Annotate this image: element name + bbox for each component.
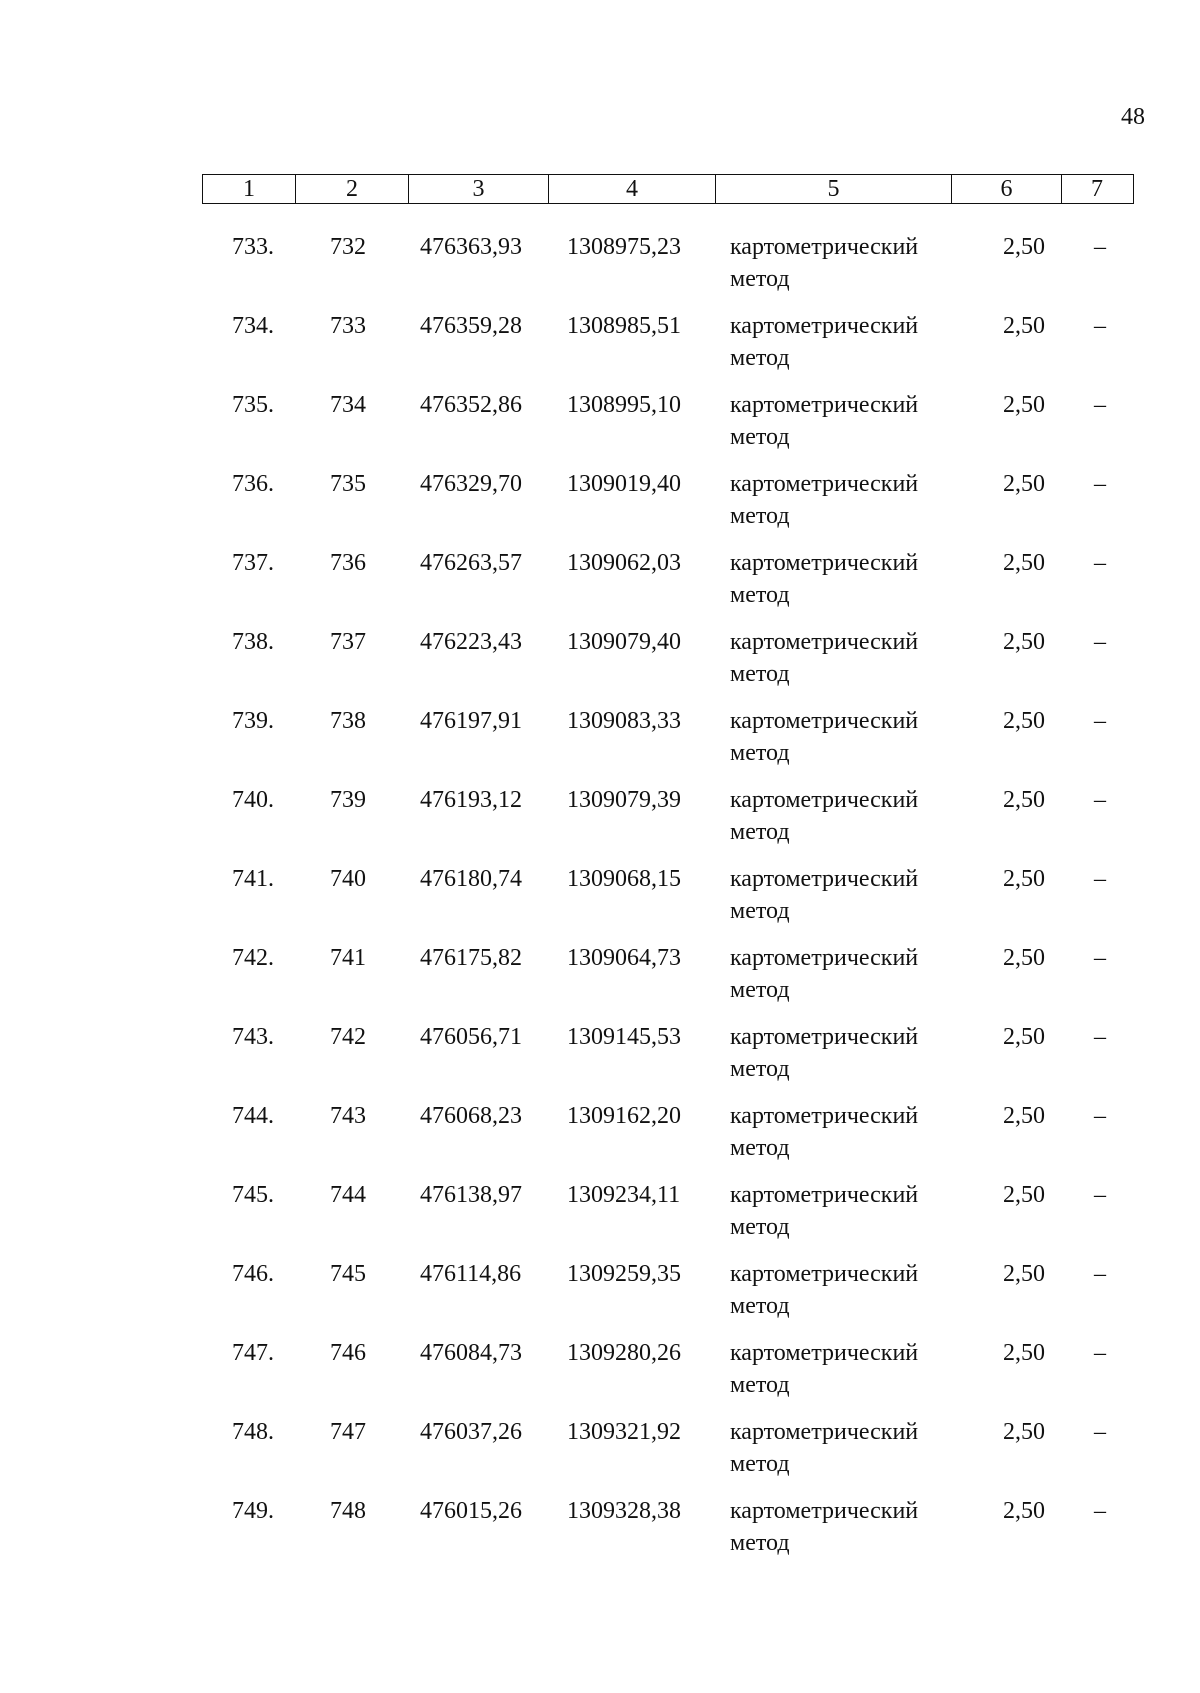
table-row bbox=[0, 1094, 1200, 1173]
table-row bbox=[0, 1252, 1200, 1331]
note-cell: – bbox=[1094, 234, 1106, 260]
accuracy-cell: 2,50 bbox=[1003, 1419, 1045, 1445]
x-coordinate-cell: 476015,26 bbox=[420, 1498, 522, 1524]
point-number-cell: 738. bbox=[232, 629, 274, 655]
previous-point-cell: 736 bbox=[330, 550, 366, 576]
method-cell: картометрический метод bbox=[730, 392, 919, 450]
y-coordinate-cell: 1309162,20 bbox=[567, 1103, 681, 1129]
previous-point-cell: 748 bbox=[330, 1498, 366, 1524]
accuracy-cell: 2,50 bbox=[1003, 1182, 1045, 1208]
x-coordinate-cell: 476263,57 bbox=[420, 550, 522, 576]
previous-point-cell: 742 bbox=[330, 1024, 366, 1050]
method-cell: картометрический метод bbox=[730, 1103, 919, 1161]
previous-point-cell: 741 bbox=[330, 945, 366, 971]
note-cell: – bbox=[1094, 550, 1106, 576]
x-coordinate-cell: 476114,86 bbox=[420, 1261, 522, 1287]
previous-point-cell: 738 bbox=[330, 708, 366, 734]
y-coordinate-cell: 1309321,92 bbox=[567, 1419, 681, 1445]
method-cell: картометрический метод bbox=[730, 629, 919, 687]
method-cell: картометрический метод bbox=[730, 234, 919, 292]
x-coordinate-cell: 476352,86 bbox=[420, 392, 522, 418]
x-coordinate-cell: 476175,82 bbox=[420, 945, 522, 971]
y-coordinate-cell: 1309068,15 bbox=[567, 866, 681, 892]
header-cell-7: 7 bbox=[1091, 176, 1103, 202]
accuracy-cell: 2,50 bbox=[1003, 1103, 1045, 1129]
note-cell: – bbox=[1094, 1024, 1106, 1050]
y-coordinate-cell: 1308995,10 bbox=[567, 392, 681, 418]
point-number-cell: 745. bbox=[232, 1182, 274, 1208]
table-row bbox=[0, 936, 1200, 1015]
accuracy-cell: 2,50 bbox=[1003, 471, 1045, 497]
previous-point-cell: 732 bbox=[330, 234, 366, 260]
x-coordinate-cell: 476193,12 bbox=[420, 787, 522, 813]
table-row bbox=[0, 541, 1200, 620]
y-coordinate-cell: 1309083,33 bbox=[567, 708, 681, 734]
y-coordinate-cell: 1309062,03 bbox=[567, 550, 681, 576]
point-number-cell: 749. bbox=[232, 1498, 274, 1524]
accuracy-cell: 2,50 bbox=[1003, 629, 1045, 655]
table-row bbox=[0, 1331, 1200, 1410]
accuracy-cell: 2,50 bbox=[1003, 708, 1045, 734]
table-row bbox=[0, 1489, 1200, 1568]
table-row bbox=[0, 857, 1200, 936]
method-cell: картометрический метод bbox=[730, 945, 919, 1003]
point-number-cell: 748. bbox=[232, 1419, 274, 1445]
y-coordinate-cell: 1309328,38 bbox=[567, 1498, 681, 1524]
note-cell: – bbox=[1094, 787, 1106, 813]
y-coordinate-cell: 1309234,11 bbox=[567, 1182, 681, 1208]
note-cell: – bbox=[1094, 1340, 1106, 1366]
previous-point-cell: 737 bbox=[330, 629, 366, 655]
method-cell: картометрический метод bbox=[730, 1498, 919, 1556]
x-coordinate-cell: 476180,74 bbox=[420, 866, 522, 892]
method-cell: картометрический метод bbox=[730, 1419, 919, 1477]
point-number-cell: 743. bbox=[232, 1024, 274, 1050]
table-row bbox=[0, 699, 1200, 778]
accuracy-cell: 2,50 bbox=[1003, 1340, 1045, 1366]
table-body bbox=[0, 225, 1200, 1568]
x-coordinate-cell: 476329,70 bbox=[420, 471, 522, 497]
point-number-cell: 739. bbox=[232, 708, 274, 734]
x-coordinate-cell: 476363,93 bbox=[420, 234, 522, 260]
y-coordinate-cell: 1309145,53 bbox=[567, 1024, 681, 1050]
table-row bbox=[0, 462, 1200, 541]
accuracy-cell: 2,50 bbox=[1003, 392, 1045, 418]
note-cell: – bbox=[1094, 629, 1106, 655]
header-cell-5: 5 bbox=[716, 175, 952, 203]
accuracy-cell: 2,50 bbox=[1003, 313, 1045, 339]
previous-point-cell: 747 bbox=[330, 1419, 366, 1445]
point-number-cell: 733. bbox=[232, 234, 274, 260]
previous-point-cell: 744 bbox=[330, 1182, 366, 1208]
note-cell: – bbox=[1094, 392, 1106, 418]
header-cell-3: 3 bbox=[409, 175, 549, 203]
note-cell: – bbox=[1094, 471, 1106, 497]
header-cell-6: 6 bbox=[952, 175, 1062, 203]
point-number-cell: 742. bbox=[232, 945, 274, 971]
previous-point-cell: 733 bbox=[330, 313, 366, 339]
method-cell: картометрический метод bbox=[730, 1340, 919, 1398]
header-cell-1: 1 bbox=[203, 175, 296, 203]
note-cell: – bbox=[1094, 313, 1106, 339]
table-row bbox=[0, 1015, 1200, 1094]
x-coordinate-cell: 476037,26 bbox=[420, 1419, 522, 1445]
accuracy-cell: 2,50 bbox=[1003, 1024, 1045, 1050]
point-number-cell: 746. bbox=[232, 1261, 274, 1287]
y-coordinate-cell: 1309280,26 bbox=[567, 1340, 681, 1366]
point-number-cell: 737. bbox=[232, 550, 274, 576]
x-coordinate-cell: 476056,71 bbox=[420, 1024, 522, 1050]
note-cell: – bbox=[1094, 866, 1106, 892]
table-row bbox=[0, 383, 1200, 462]
y-coordinate-cell: 1309259,35 bbox=[567, 1261, 681, 1287]
method-cell: картометрический метод bbox=[730, 1182, 919, 1240]
table-row bbox=[0, 1173, 1200, 1252]
table-row bbox=[0, 620, 1200, 699]
previous-point-cell: 743 bbox=[330, 1103, 366, 1129]
previous-point-cell: 735 bbox=[330, 471, 366, 497]
point-number-cell: 741. bbox=[232, 866, 274, 892]
accuracy-cell: 2,50 bbox=[1003, 550, 1045, 576]
method-cell: картометрический метод bbox=[730, 708, 919, 766]
point-number-cell: 734. bbox=[232, 313, 274, 339]
table-row bbox=[0, 225, 1200, 304]
y-coordinate-cell: 1309079,40 bbox=[567, 629, 681, 655]
table-header bbox=[202, 174, 1134, 204]
previous-point-cell: 734 bbox=[330, 392, 366, 418]
note-cell: – bbox=[1094, 1498, 1106, 1524]
note-cell: – bbox=[1094, 1261, 1106, 1287]
table-row bbox=[0, 778, 1200, 857]
y-coordinate-cell: 1309064,73 bbox=[567, 945, 681, 971]
y-coordinate-cell: 1308985,51 bbox=[567, 313, 681, 339]
previous-point-cell: 746 bbox=[330, 1340, 366, 1366]
y-coordinate-cell: 1309019,40 bbox=[567, 471, 681, 497]
method-cell: картометрический метод bbox=[730, 471, 919, 529]
point-number-cell: 744. bbox=[232, 1103, 274, 1129]
x-coordinate-cell: 476223,43 bbox=[420, 629, 522, 655]
method-cell: картометрический метод bbox=[730, 313, 919, 371]
point-number-cell: 736. bbox=[232, 471, 274, 497]
accuracy-cell: 2,50 bbox=[1003, 866, 1045, 892]
accuracy-cell: 2,50 bbox=[1003, 234, 1045, 260]
note-cell: – bbox=[1094, 708, 1106, 734]
accuracy-cell: 2,50 bbox=[1003, 787, 1045, 813]
header-cell-2: 2 bbox=[296, 175, 409, 203]
method-cell: картометрический метод bbox=[730, 1261, 919, 1319]
method-cell: картометрический метод bbox=[730, 550, 919, 608]
note-cell: – bbox=[1094, 1103, 1106, 1129]
x-coordinate-cell: 476138,97 bbox=[420, 1182, 522, 1208]
x-coordinate-cell: 476359,28 bbox=[420, 313, 522, 339]
accuracy-cell: 2,50 bbox=[1003, 945, 1045, 971]
previous-point-cell: 745 bbox=[330, 1261, 366, 1287]
previous-point-cell: 740 bbox=[330, 866, 366, 892]
y-coordinate-cell: 1309079,39 bbox=[567, 787, 681, 813]
table-row bbox=[0, 1410, 1200, 1489]
note-cell: – bbox=[1094, 945, 1106, 971]
page-number: 48 bbox=[1121, 104, 1145, 130]
note-cell: – bbox=[1094, 1182, 1106, 1208]
point-number-cell: 735. bbox=[232, 392, 274, 418]
header-cell-4: 4 bbox=[549, 175, 716, 203]
y-coordinate-cell: 1308975,23 bbox=[567, 234, 681, 260]
table-row bbox=[0, 304, 1200, 383]
method-cell: картометрический метод bbox=[730, 866, 919, 924]
x-coordinate-cell: 476068,23 bbox=[420, 1103, 522, 1129]
method-cell: картометрический метод bbox=[730, 787, 919, 845]
previous-point-cell: 739 bbox=[330, 787, 366, 813]
note-cell: – bbox=[1094, 1419, 1106, 1445]
point-number-cell: 740. bbox=[232, 787, 274, 813]
accuracy-cell: 2,50 bbox=[1003, 1261, 1045, 1287]
point-number-cell: 747. bbox=[232, 1340, 274, 1366]
accuracy-cell: 2,50 bbox=[1003, 1498, 1045, 1524]
method-cell: картометрический метод bbox=[730, 1024, 919, 1082]
x-coordinate-cell: 476197,91 bbox=[420, 708, 522, 734]
x-coordinate-cell: 476084,73 bbox=[420, 1340, 522, 1366]
